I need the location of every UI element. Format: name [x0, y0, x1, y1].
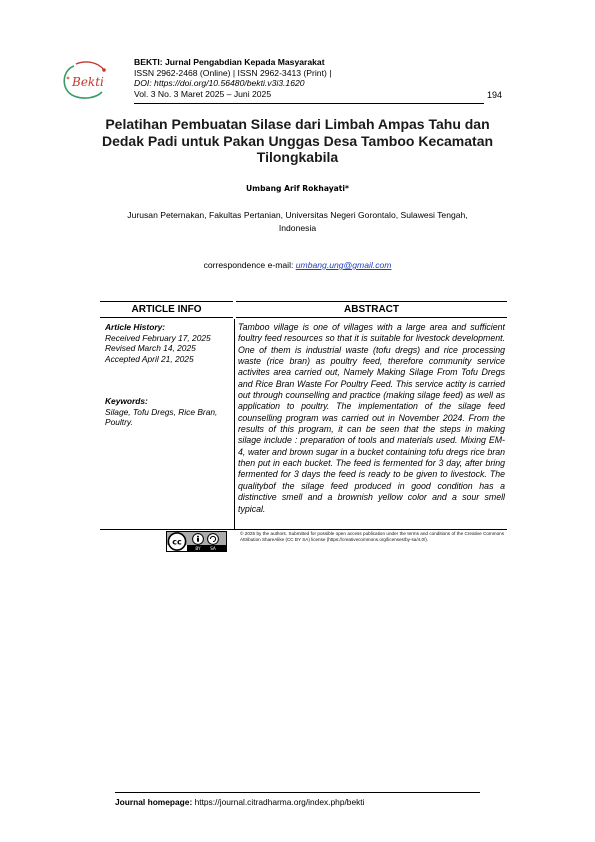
svg-text:Bekti: Bekti [72, 75, 104, 89]
sa-icon: SA [210, 546, 216, 551]
homepage-label: Journal homepage: [115, 797, 193, 807]
correspondence-label: correspondence e-mail: [203, 260, 294, 270]
header-divider [134, 103, 484, 104]
page-number: 194 [487, 90, 503, 100]
volume-line: Vol. 3 No. 3 Maret 2025 – Juni 2025 [134, 88, 272, 99]
article-info-heading: ARTICLE INFO [100, 301, 233, 318]
accepted-date: Accepted April 21, 2025 [105, 353, 194, 364]
cc-by-sa-badge[interactable] [166, 531, 227, 552]
received-date: Received February 17, 2025 [105, 332, 211, 343]
abstract-text: Tamboo village is one of villages with a large area and sufficient foultry feed resources so that it is suitable for livestock development. One of them is industrial waste (tofu dregs) and rice processing waste (rice bran) as poultry feed, therefore community service activites area carried out, Namely Making Silage From Tofu Dregs and Rice Bran Waste For Poultry Feed. This service actity is carried out through counselling and practice (making silage feed) as well as application to poultry. The implementation of the silage feed counselling program was carried out in November 2024. From the results of this program, it can be seen that the steps in making silage include : preparation of tools and materials used. Mixing EM-4, water and brown sugar in a bucket containing tofu dregs rice bran then put in each bucket. The feed is fermented for 3 day, after bring fermented for 3 days the feed is ready to be given to livestock. The qualitybof the silage feed produced in good condition has a distinctive smell and a brownish yellow color and a sour smell typical. [238, 322, 505, 514]
author-affiliation: Jurusan Peternakan, Fakultas Pertanian, Universitas Negeri Gorontalo, Sulawesi Tengah, Indonesia [127, 210, 468, 233]
history-label: Article History: [105, 322, 166, 332]
keywords-block [105, 396, 230, 428]
journal-name: BEKTI: Jurnal Pengabdian Kepada Masyarakat [134, 57, 325, 67]
author-name: Umbang Arif Rokhayati* [246, 184, 349, 193]
revised-date: Revised March 14, 2025 [105, 343, 196, 353]
correspondence-email-link[interactable]: umbang.ung@gmail.com [295, 260, 392, 270]
homepage-url[interactable]: https://journal.citradharma.org/index.php/bekti [194, 797, 365, 807]
journal-footer [115, 797, 365, 807]
doi-link[interactable]: DOI: https://doi.org/10.56480/bekti.v3i3.1620 [134, 78, 305, 89]
keywords-label: Keywords: [105, 396, 148, 406]
abstract-heading: ABSTRACT [236, 301, 507, 318]
by-icon: BY [195, 546, 201, 551]
correspondence-line [100, 260, 495, 270]
article-title: Pelatihan Pembuatan Silase dari Limbah Ampas Tahu dan Dedak Padi untuk Pakan Unggas Desa Tamboo Kecamatan Tilongkabila [101, 116, 494, 165]
article-history [105, 322, 211, 364]
license-text: © 2025 by the authors. Submitted for possible open access publication under the terms and conditions of the Creative Commons Attribution ShareAlike (CC BY SA) license (https://creativecommons.org/licenses/by-sa/4.0/). [240, 531, 504, 542]
keywords-list: Silage, Tofu Dregs, Rice Bran, Poultry. [105, 406, 218, 427]
journal-header [134, 57, 331, 99]
issn-line: ISSN 2962-2468 (Online) | ISSN 2962-3413 (Print) | [134, 67, 332, 78]
column-divider [234, 319, 235, 530]
journal-logo [60, 58, 112, 102]
section-bottom-rule [100, 529, 507, 530]
cc-icon: cc [172, 537, 182, 547]
footer-divider [115, 792, 480, 793]
